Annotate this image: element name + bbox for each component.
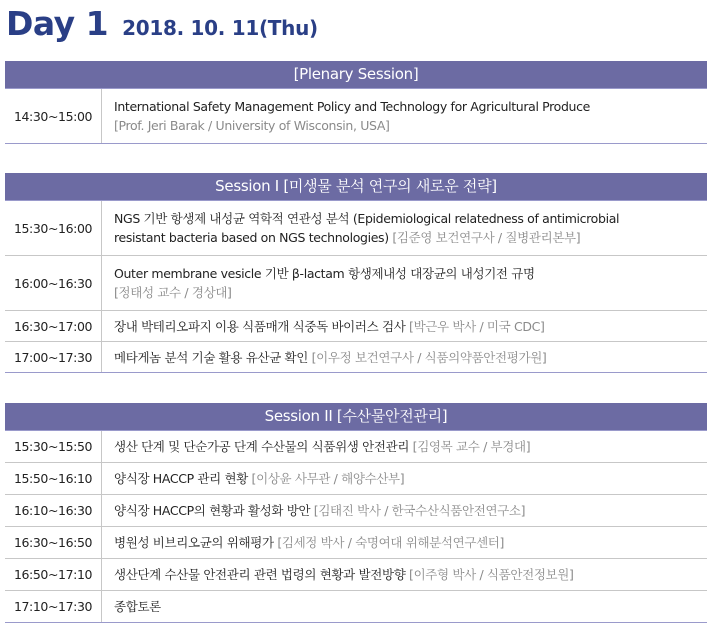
section-2 xyxy=(5,403,707,623)
talk-cell xyxy=(102,201,707,255)
time-cell: 15:30~16:00 xyxy=(5,201,102,255)
talk-cell xyxy=(102,256,707,310)
table-row xyxy=(5,431,707,463)
section-header: [Plenary Session] xyxy=(5,61,707,88)
time-cell: 16:30~17:00 xyxy=(5,311,102,341)
speaker: [김준영 보건연구사 / 질병관리본부] xyxy=(392,230,581,245)
speaker: [김세정 박사 / 숙명여대 위해분석연구센터] xyxy=(277,535,505,550)
table-row xyxy=(5,527,707,559)
section-1 xyxy=(5,173,707,373)
talk-title-line xyxy=(114,437,707,456)
talk-cell xyxy=(102,527,707,558)
session-rows xyxy=(5,200,707,373)
talk-cell xyxy=(102,559,707,590)
talk-title: 종합토론 xyxy=(114,599,161,614)
session-rows xyxy=(5,88,707,144)
talk-cell xyxy=(102,495,707,526)
talk-cell xyxy=(102,463,707,494)
speaker: [김태진 박사 / 한국수산식품안전연구소] xyxy=(313,503,526,518)
time-cell: 16:10~16:30 xyxy=(5,495,102,526)
talk-title-line xyxy=(114,565,707,584)
time-cell: 16:50~17:10 xyxy=(5,559,102,590)
talk-title: 생산 단계 및 단순가공 단계 수산물의 식품위생 안전관리 xyxy=(114,439,410,454)
table-row xyxy=(5,201,707,256)
talk-cell xyxy=(102,342,707,372)
talk-title: 병원성 비브리오균의 위해평가 xyxy=(114,535,274,550)
talk-title-line xyxy=(114,97,707,116)
talk-title: resistant bacteria based on NGS technologies) xyxy=(114,230,389,245)
time-cell: 15:50~16:10 xyxy=(5,463,102,494)
time-cell: 16:00~16:30 xyxy=(5,256,102,310)
talk-title: NGS 기반 항생제 내성균 역학적 연관성 분석 (Epidemiological relatedness of antimicrobial xyxy=(114,211,620,226)
time-cell: 16:30~16:50 xyxy=(5,527,102,558)
table-row xyxy=(5,342,707,372)
talk-title-line xyxy=(114,597,707,616)
table-row xyxy=(5,256,707,311)
talk-title-line xyxy=(114,228,707,247)
speaker: [Prof. Jeri Barak / University of Wisconsin, USA] xyxy=(114,118,390,133)
speaker: [박근우 박사 / 미국 CDC] xyxy=(409,318,545,334)
time-cell: 17:10~17:30 xyxy=(5,591,102,622)
talk-title-line xyxy=(114,533,707,552)
speaker: [정태성 교수 / 경상대] xyxy=(114,285,232,300)
section-plenary xyxy=(5,61,707,144)
talk-title: 장내 박테리오파지 이용 식품매개 식중독 바이러스 검사 xyxy=(114,318,406,334)
talk-cell xyxy=(102,591,707,622)
talk-cell xyxy=(102,89,707,143)
page-title xyxy=(6,4,318,44)
table-row xyxy=(5,591,707,622)
section-header: Session II [수산물안전관리] xyxy=(5,403,707,430)
talk-speaker-line xyxy=(114,116,707,135)
time-cell: 17:00~17:30 xyxy=(5,342,102,372)
talk-title-line xyxy=(114,348,707,367)
table-row xyxy=(5,559,707,591)
talk-title-line xyxy=(114,264,707,283)
talk-title: 메타게놈 분석 기술 활용 유산균 확인 xyxy=(114,349,308,365)
talk-title: International Safety Management Policy and Technology for Agricultural Produce xyxy=(114,99,590,114)
date-label: 2018. 10. 11(Thu) xyxy=(122,16,318,40)
talk-title-line xyxy=(114,469,707,488)
section-header: Session I [미생물 분석 연구의 새로운 전략] xyxy=(5,173,707,200)
talk-title-line xyxy=(114,501,707,520)
talk-title: 양식장 HACCP의 현황과 활성화 방안 xyxy=(114,503,311,518)
time-cell: 15:30~15:50 xyxy=(5,431,102,462)
table-row xyxy=(5,311,707,342)
talk-cell xyxy=(102,431,707,462)
talk-title-line xyxy=(114,317,707,336)
session-rows xyxy=(5,430,707,623)
table-row xyxy=(5,495,707,527)
speaker: [김영목 교수 / 부경대] xyxy=(412,439,531,454)
talk-title-line xyxy=(114,209,707,228)
speaker: [이상윤 사무관 / 해양수산부] xyxy=(251,471,405,486)
speaker: [이주형 박사 / 식품안전정보원] xyxy=(409,567,574,582)
talk-title: 양식장 HACCP 관리 현황 xyxy=(114,471,248,486)
day-label: Day 1 xyxy=(6,4,109,43)
table-row xyxy=(5,89,707,143)
time-cell: 14:30~15:00 xyxy=(5,89,102,143)
talk-cell xyxy=(102,311,707,341)
talk-speaker-line xyxy=(114,283,707,302)
speaker: [이우정 보건연구사 / 식품의약품안전평가원] xyxy=(311,349,547,365)
talk-title: 생산단계 수산물 안전관리 관련 법령의 현황과 발전방향 xyxy=(114,567,406,582)
talk-title: Outer membrane vesicle 기반 β-lactam 항생제내성 대장균의 내성기전 규명 xyxy=(114,266,535,281)
table-row xyxy=(5,463,707,495)
